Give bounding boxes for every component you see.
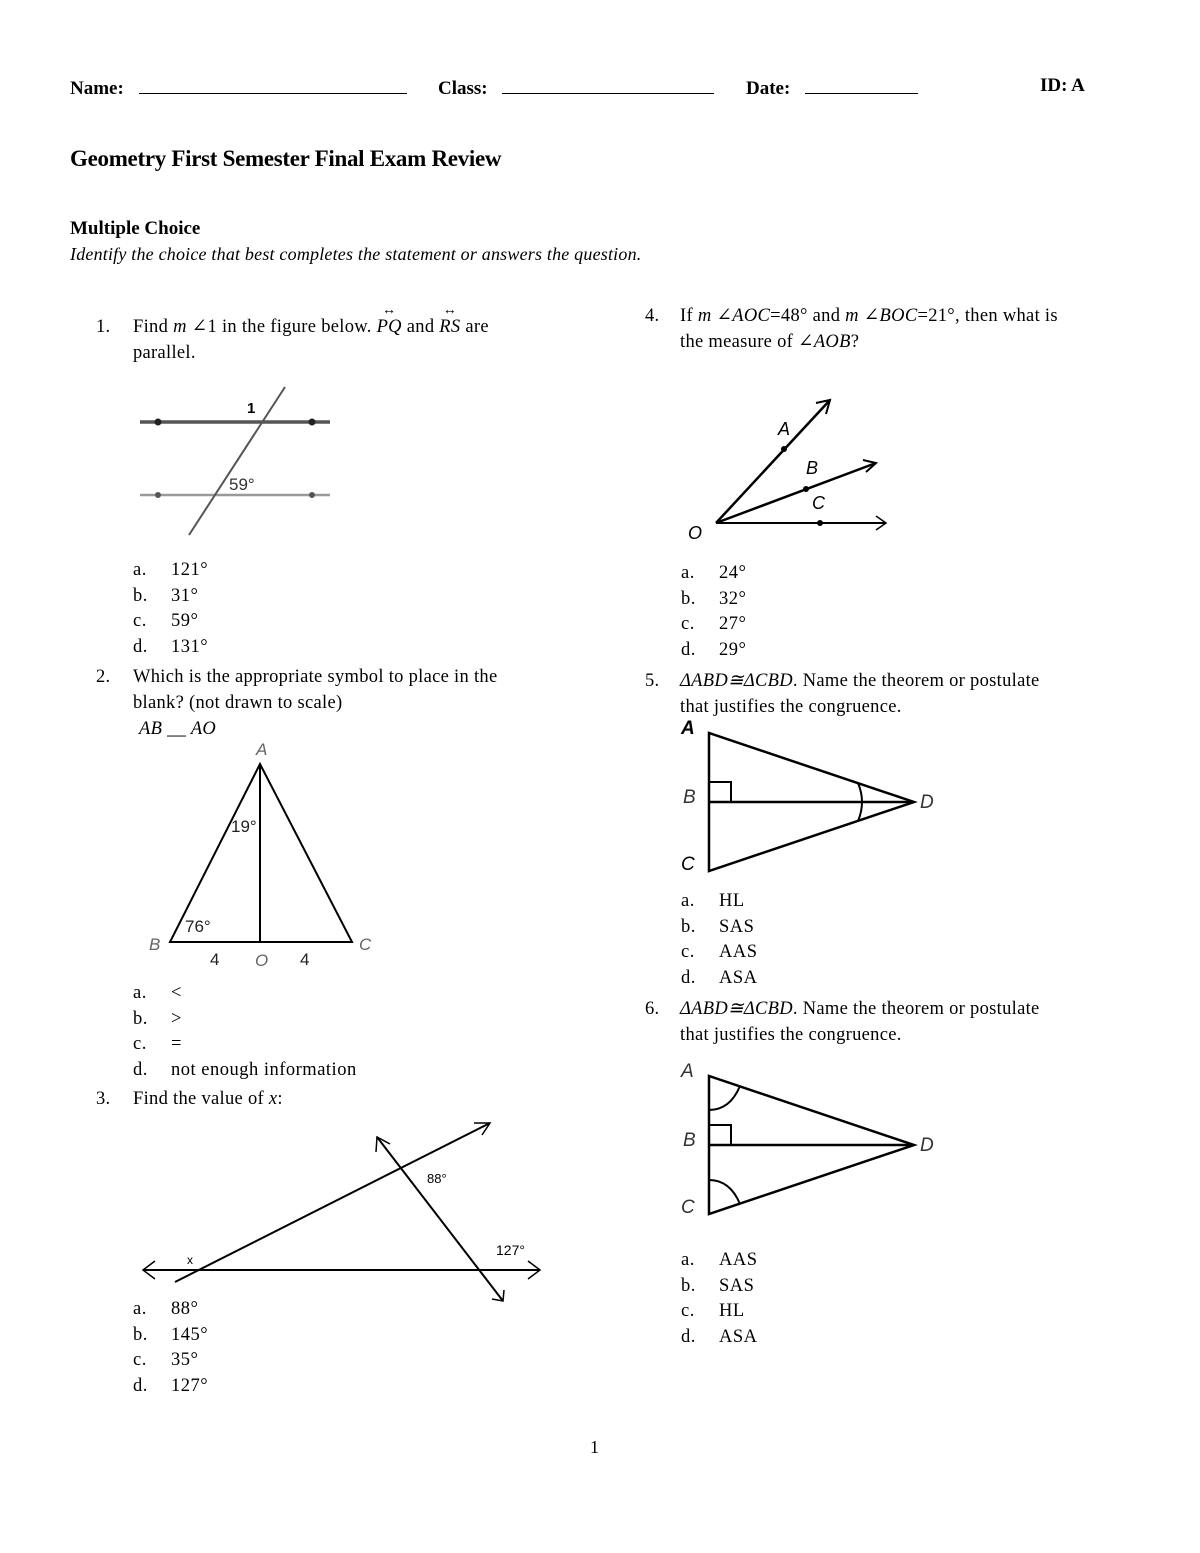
point-c-label: C — [681, 1197, 695, 1218]
point-q — [309, 419, 316, 426]
choice-text: 131° — [171, 636, 209, 657]
choice-text: = — [171, 1034, 182, 1054]
point-c-label: C — [812, 493, 825, 513]
choice-letter: c. — [133, 1034, 147, 1054]
choice-letter: d. — [133, 1375, 148, 1396]
angle-arc-c — [709, 1180, 740, 1204]
date-field[interactable] — [746, 75, 918, 100]
choice-c[interactable] — [133, 1348, 208, 1374]
point-d-label: D — [920, 792, 934, 813]
choice-letter: b. — [133, 585, 148, 606]
question-expression: AB __ AO — [139, 719, 217, 739]
choice-letter: d. — [681, 639, 696, 660]
point-b-label: B — [806, 458, 819, 478]
choice-d[interactable] — [681, 638, 746, 664]
choice-a[interactable] — [133, 558, 208, 584]
question-text: blank? (not drawn to scale) — [133, 693, 343, 713]
right-angle-mark — [709, 1125, 731, 1145]
choice-a[interactable] — [681, 561, 746, 587]
choice-letter: a. — [681, 1250, 695, 1270]
point-p — [155, 419, 162, 426]
choice-text: not enough information — [171, 1059, 357, 1080]
math-value: =48° — [770, 306, 808, 326]
vertex-a-label: A — [256, 740, 268, 759]
class-label: Class: — [438, 78, 488, 99]
angle-19-label: 19° — [231, 817, 257, 836]
choice-text: 31° — [171, 585, 199, 606]
choice-text: 29° — [719, 639, 747, 660]
choice-c[interactable] — [681, 1299, 758, 1325]
figure-rays — [680, 390, 900, 550]
name-label: Name: — [70, 78, 124, 99]
math-expression: m ∠BOC — [845, 306, 918, 326]
choice-letter: d. — [681, 967, 696, 988]
question-text: the measure of — [680, 332, 799, 352]
choice-a[interactable] — [681, 889, 758, 915]
point-s — [309, 492, 315, 498]
question-text: in the figure below. — [217, 317, 377, 337]
choices-2 — [133, 981, 357, 1083]
choice-text: ASA — [719, 967, 758, 988]
point-a-label: A — [681, 1061, 694, 1082]
point-a-label: A — [778, 419, 791, 439]
point-o-label: O — [688, 523, 703, 543]
math-x: x — [268, 1089, 278, 1109]
choice-text: 88° — [171, 1299, 199, 1319]
angle-76-label: 76° — [185, 917, 211, 936]
point-b-label: B — [683, 1130, 696, 1151]
choices-5 — [681, 889, 758, 991]
date-label: Date: — [746, 78, 791, 99]
choices-3 — [133, 1297, 208, 1399]
choice-text: > — [171, 1008, 182, 1029]
choice-letter: b. — [681, 1275, 696, 1296]
question-number: 5. — [645, 671, 660, 691]
question-number: 4. — [645, 306, 660, 326]
angle-127-label: 127° — [496, 1242, 525, 1258]
math-angle: ∠1 — [191, 317, 218, 337]
choice-letter: a. — [681, 563, 695, 583]
instructions: Identify the choice that best completes the statement or answers the question. — [70, 244, 642, 264]
choice-text: 127° — [171, 1375, 209, 1396]
choice-letter: c. — [133, 1350, 147, 1370]
figure-triangle-abd-q5 — [675, 715, 945, 880]
choice-text: AAS — [719, 942, 758, 962]
choice-letter: b. — [133, 1008, 148, 1029]
point-d-label: D — [920, 1135, 934, 1156]
choice-text: < — [171, 983, 182, 1003]
point-c-label: C — [681, 854, 695, 875]
vertex-b-label: B — [149, 935, 161, 954]
choice-d[interactable] — [133, 1374, 208, 1400]
name-blank[interactable] — [139, 75, 407, 94]
angle-1-label: 1 — [247, 400, 256, 417]
question-text: that justifies the congruence. — [680, 1025, 902, 1045]
choice-letter: b. — [681, 588, 696, 609]
point-c — [817, 520, 823, 526]
choice-c[interactable] — [681, 612, 746, 638]
point-a-label: A — [681, 718, 695, 739]
question-text: and — [807, 306, 846, 326]
point-o-label: O — [255, 951, 269, 970]
point-b-label: B — [683, 787, 696, 808]
choice-letter: d. — [681, 1326, 696, 1347]
line-left — [175, 1123, 490, 1282]
math-expression: ΔABD≅ΔCBD — [680, 671, 793, 691]
right-angle-mark — [709, 782, 731, 802]
angle-88-label: 88° — [427, 1171, 447, 1186]
choice-text: 35° — [171, 1350, 199, 1370]
question-text: . Name the theorem or postulate — [792, 671, 1040, 691]
page-title: Geometry First Semester Final Exam Review — [70, 146, 502, 171]
line-right — [377, 1137, 503, 1301]
math-expression: ΔABD≅ΔCBD — [680, 999, 793, 1019]
choice-b[interactable] — [133, 1323, 208, 1349]
choice-letter: b. — [681, 916, 696, 937]
question-text: . Name the theorem or postulate — [792, 999, 1040, 1019]
choice-b[interactable] — [133, 1007, 357, 1033]
length-oc-label: 4 — [300, 950, 310, 969]
line-pq: ↔ PQ — [377, 314, 402, 340]
choice-d[interactable] — [681, 1325, 758, 1351]
class-blank[interactable] — [502, 75, 714, 94]
choice-d[interactable] — [681, 966, 758, 992]
choice-a[interactable] — [133, 1297, 208, 1323]
class-field[interactable] — [438, 75, 714, 100]
question-text: If — [680, 306, 698, 326]
choice-a[interactable] — [133, 981, 357, 1007]
choice-letter: a. — [681, 891, 695, 911]
angle-59-label: 59° — [229, 475, 255, 494]
figure-triangle-abd-q6 — [675, 1058, 945, 1223]
question-text: Which is the appropriate symbol to place in the — [133, 667, 498, 687]
choice-letter: a. — [133, 983, 147, 1003]
choice-text: 121° — [171, 560, 209, 580]
name-field[interactable] — [70, 75, 407, 100]
question-text: are — [460, 317, 489, 337]
question-text: Find — [133, 317, 174, 337]
choice-text: 27° — [719, 614, 747, 634]
choice-b[interactable] — [133, 584, 208, 610]
math-m: m — [173, 317, 187, 337]
choice-letter: a. — [133, 560, 147, 580]
choice-letter: a. — [133, 1299, 147, 1319]
choice-d[interactable] — [133, 1058, 357, 1084]
choice-b[interactable] — [681, 587, 746, 613]
math-value: =21° — [917, 306, 956, 326]
point-r — [155, 492, 161, 498]
point-b — [803, 486, 809, 492]
choice-text: 24° — [719, 563, 747, 583]
question-text: that justifies the congruence. — [680, 697, 902, 717]
id-label: ID: A — [1040, 75, 1085, 96]
page-number: 1 — [590, 1437, 599, 1457]
question-text: Find the value of — [133, 1089, 269, 1109]
choice-letter: c. — [681, 614, 695, 634]
figure-parallel-lines — [135, 380, 335, 540]
question-number: 1. — [96, 317, 111, 337]
angle-arc-a — [709, 1086, 740, 1110]
choice-text: SAS — [719, 1275, 755, 1296]
ray-ob — [716, 463, 876, 523]
choice-d[interactable] — [133, 635, 208, 661]
vertex-c-label: C — [359, 935, 372, 954]
transversal — [189, 387, 285, 535]
choice-c[interactable] — [133, 609, 208, 635]
choice-text: AAS — [719, 1250, 758, 1270]
choice-text: SAS — [719, 916, 755, 937]
question-number: 3. — [96, 1089, 111, 1109]
section-heading: Multiple Choice — [70, 218, 201, 239]
choice-text: 32° — [719, 588, 747, 609]
question-text: and — [401, 317, 440, 337]
question-text: , then what is — [955, 306, 1058, 326]
choice-b[interactable] — [681, 915, 758, 941]
choice-letter: c. — [681, 942, 695, 962]
math-expression: ∠AOB — [798, 332, 851, 352]
length-bo-label: 4 — [210, 950, 220, 969]
question-text: ? — [850, 332, 860, 352]
math-expression: m ∠AOC — [697, 306, 771, 326]
choice-text: 59° — [171, 611, 199, 631]
choice-letter: b. — [133, 1324, 148, 1345]
choice-letter: c. — [681, 1301, 695, 1321]
choice-letter: d. — [133, 1059, 148, 1080]
choices-6 — [681, 1248, 758, 1350]
choice-b[interactable] — [681, 1274, 758, 1300]
line-rs: ↔ RS — [439, 314, 460, 340]
figure-triangle-exterior-angle — [135, 1115, 555, 1305]
question-text: : — [277, 1089, 283, 1109]
choice-text: 145° — [171, 1324, 209, 1345]
question-number: 2. — [96, 667, 111, 687]
figure-triangle-abc — [145, 740, 385, 970]
point-a — [781, 446, 787, 452]
choice-c[interactable] — [133, 1032, 357, 1058]
choices-1 — [133, 558, 208, 660]
choice-text: HL — [719, 891, 745, 911]
question-text: parallel. — [133, 343, 196, 363]
choice-text: HL — [719, 1301, 745, 1321]
choice-letter: d. — [133, 636, 148, 657]
choices-4 — [681, 561, 746, 663]
choice-text: ASA — [719, 1326, 758, 1347]
question-number: 6. — [645, 999, 660, 1019]
date-blank[interactable] — [805, 75, 918, 94]
choice-a[interactable] — [681, 1248, 758, 1274]
choice-letter: c. — [133, 611, 147, 631]
angle-x-label: x — [187, 1253, 193, 1267]
choice-c[interactable] — [681, 940, 758, 966]
